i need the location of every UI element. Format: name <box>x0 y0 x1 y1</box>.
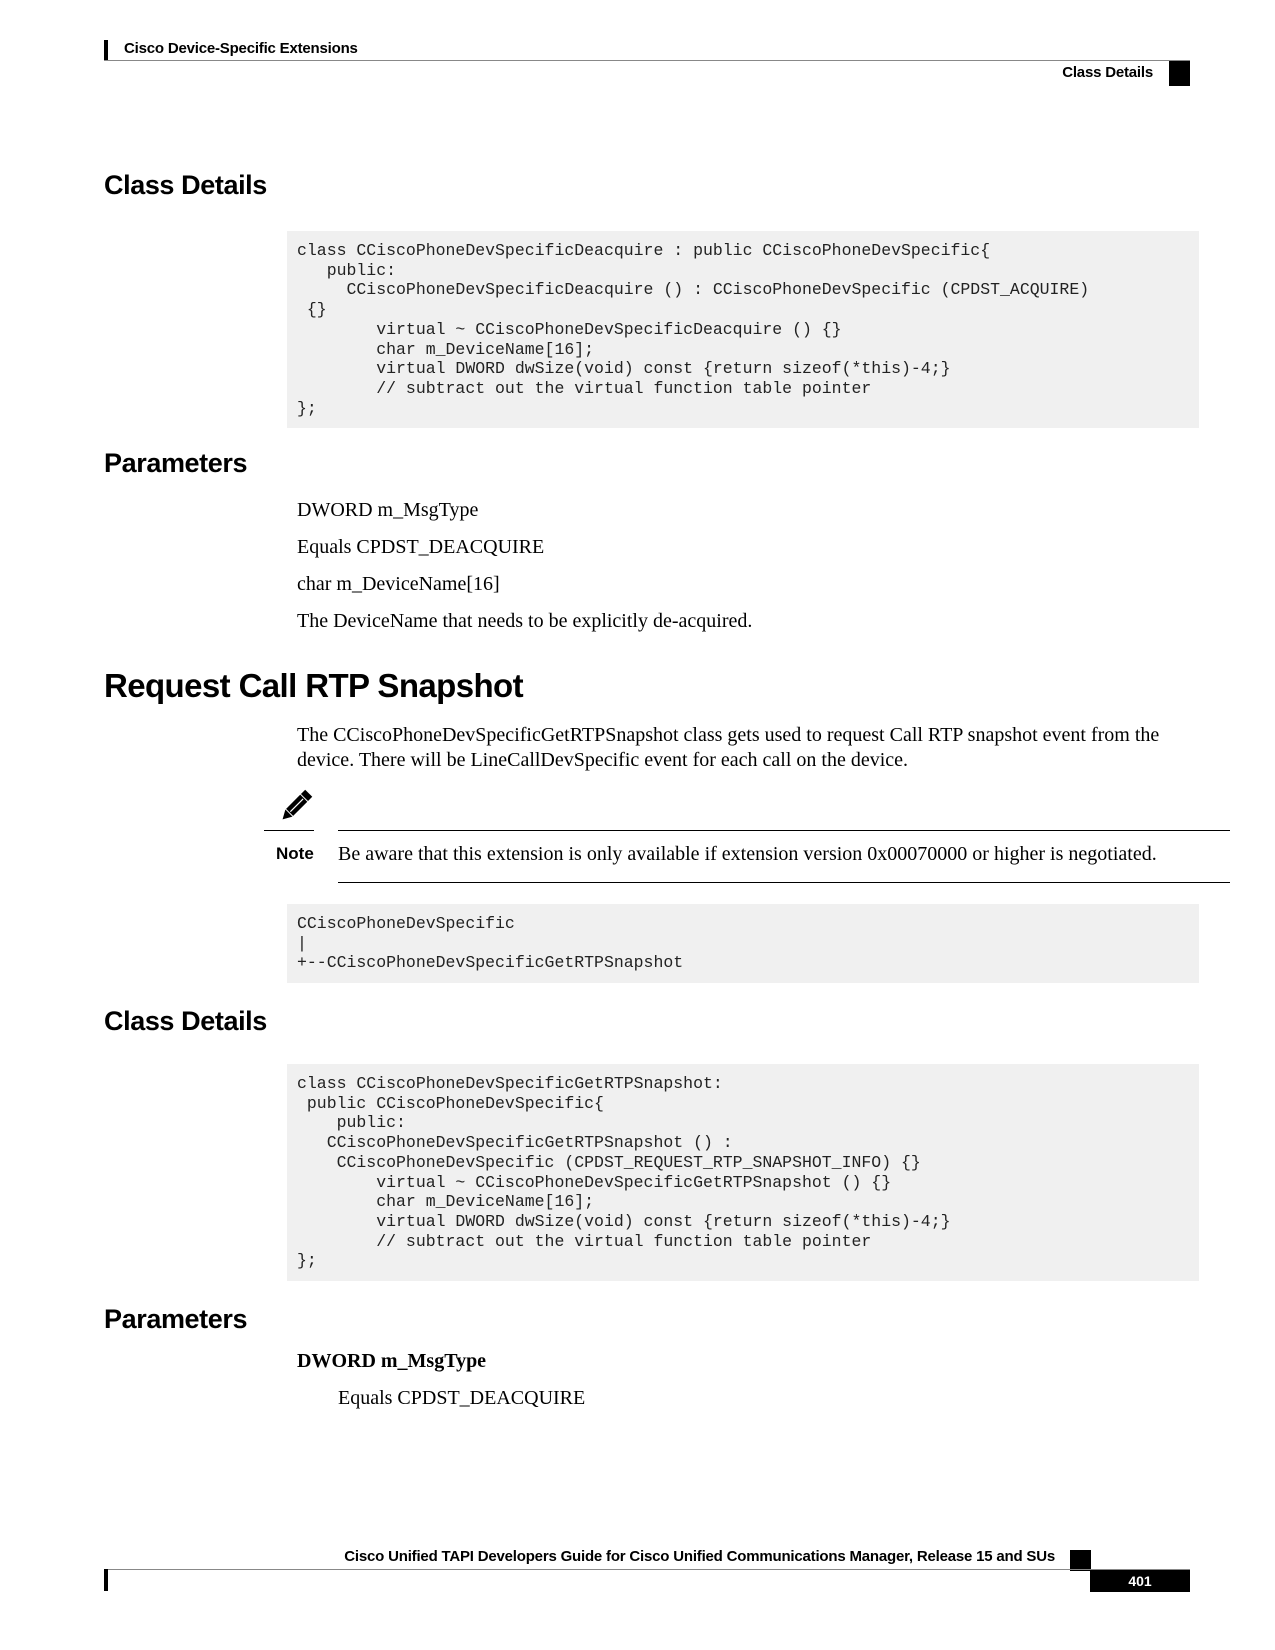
running-header-chapter: Cisco Device-Specific Extensions <box>124 40 358 57</box>
footer-rule <box>104 1569 1190 1570</box>
section-heading-parameters: Parameters <box>104 448 248 478</box>
running-header-section: Class Details <box>1062 64 1153 81</box>
section-heading-parameters: Parameters <box>104 1304 248 1334</box>
code-text: CCiscoPhoneDevSpecific | +--CCiscoPhoneDevSpecificGetRTPSnapshot <box>297 914 684 973</box>
param-description: Equals CPDST_DEACQUIRE <box>297 536 545 558</box>
code-block-deacquire-class <box>287 231 1199 428</box>
page-number: 401 <box>1090 1570 1190 1592</box>
page-section-title: Request Call RTP Snapshot <box>104 667 523 704</box>
pencil-icon <box>276 786 316 826</box>
code-text: class CCiscoPhoneDevSpecificGetRTPSnapshot: public CCiscoPhoneDevSpecific{ public: CCiscoPhoneDevSpecificGetRTPSnapshot () : CCiscoPhoneDevSpecific (CPDST_REQUEST_RTP_SNAPSHOT_INFO) {} virtual ~ CCiscoPhoneDevSpecificGetRTPSnapshot () {} char m_DeviceName[16]; virtual DWORD dwSize(void) const {return sizeof(*this)-4;} // subtract out the virtual function table pointer }; <box>297 1074 951 1271</box>
code-block-getrtpsnapshot-class <box>287 1064 1199 1281</box>
param-description: The DeviceName that needs to be explicitly de-acquired. <box>297 610 753 632</box>
note-rule-top <box>338 830 1230 831</box>
header-rule <box>104 60 1190 61</box>
param-name: DWORD m_MsgType <box>297 1350 487 1372</box>
note-text: Be aware that this extension is only available if extension version 0x00070000 or higher is negotiated. <box>338 843 1157 865</box>
note-rule-bottom <box>338 882 1230 883</box>
param-description: Equals CPDST_DEACQUIRE <box>338 1387 586 1409</box>
section-heading-class-details: Class Details <box>104 1006 267 1036</box>
section-intro-paragraph: The CCiscoPhoneDevSpecificGetRTPSnapshot class gets used to request Call RTP snapshot event from the device. There will be LineCallDevSpecific event for each call on the device. <box>297 724 1160 771</box>
note-rule-short <box>264 830 314 831</box>
header-thumb-tab <box>1169 61 1190 86</box>
section-heading-class-details: Class Details <box>104 170 267 200</box>
code-block-class-hierarchy <box>287 904 1199 983</box>
param-name: char m_DeviceName[16] <box>297 573 500 595</box>
footer-marker-bar <box>104 1569 108 1591</box>
footer-book-title: Cisco Unified TAPI Developers Guide for Cisco Unified Communications Manager, Release 15 and SUs <box>344 1548 1055 1565</box>
header-marker-bar <box>104 40 108 60</box>
note-label: Note <box>276 844 314 863</box>
footer-marker-block <box>1070 1550 1091 1571</box>
param-name: DWORD m_MsgType <box>297 499 479 521</box>
code-text: class CCiscoPhoneDevSpecificDeacquire : public CCiscoPhoneDevSpecific{ public: CCiscoPhoneDevSpecificDeacquire () : CCiscoPhoneDevSpecific (CPDST_ACQUIRE) {} virtual ~ CCiscoPhoneDevSpecificDeacquire () {} char m_DeviceName[16]; virtual DWORD dwSize(void) const {return sizeof(*this)-4;} // subtract out the virtual function table pointer }; <box>297 241 1090 418</box>
